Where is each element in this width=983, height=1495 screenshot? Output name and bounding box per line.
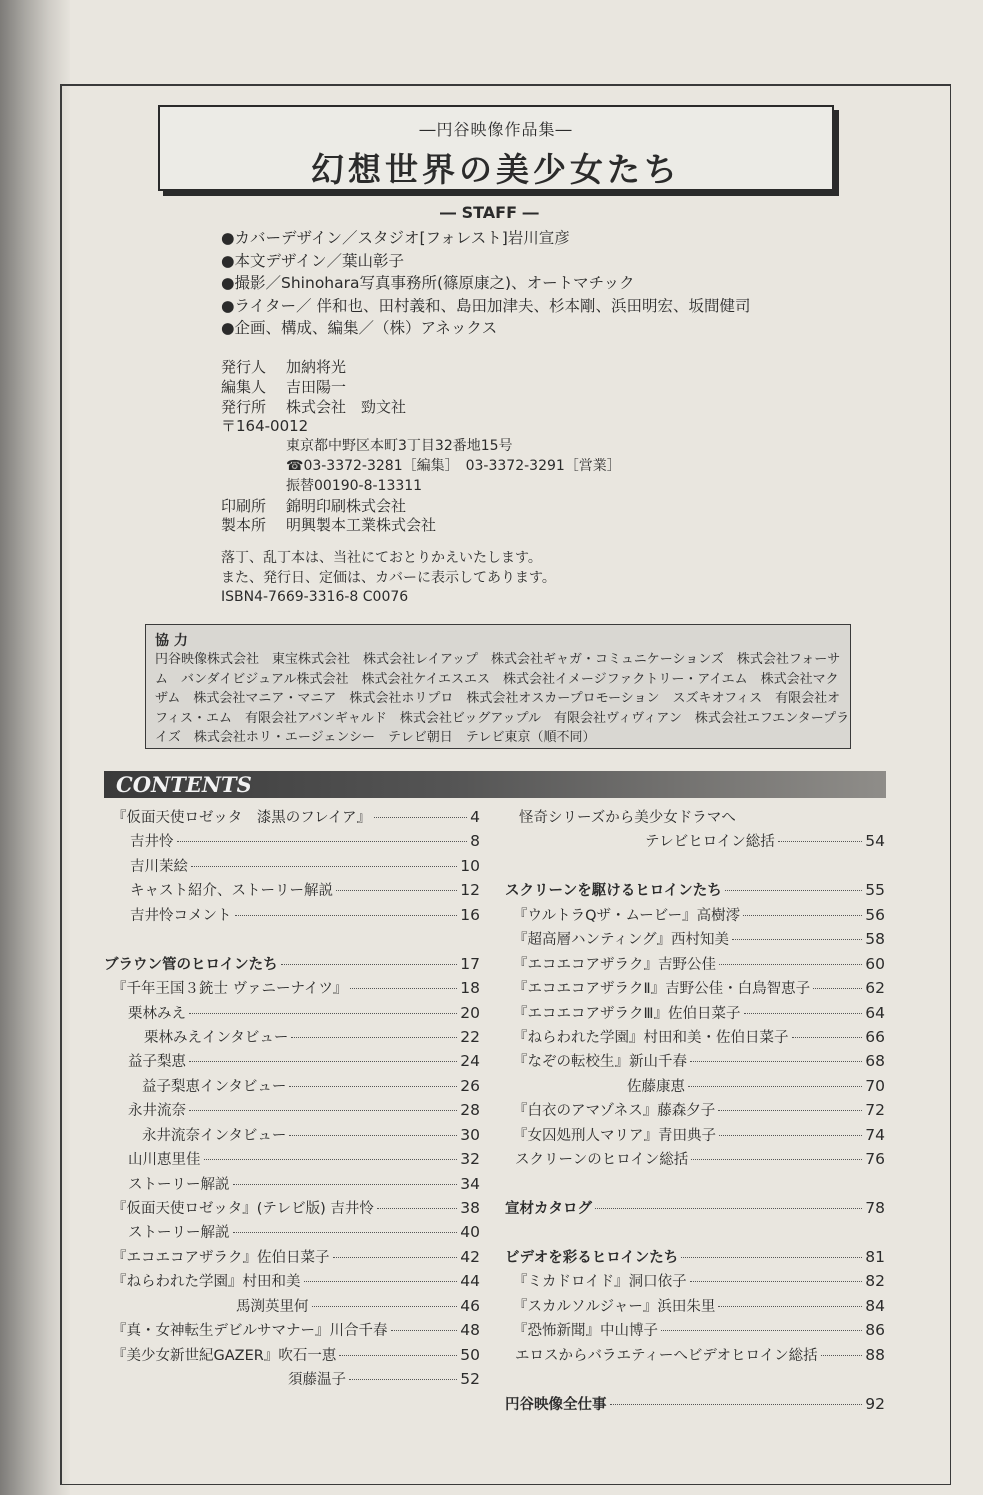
toc-page-number: 18 [460,979,480,998]
toc-leader-dots [610,1404,863,1405]
toc-leader-dots [304,1281,458,1282]
postal-code: 〒164-0012 [221,417,309,436]
toc-leader-dots [204,1159,458,1160]
toc-entry [505,953,885,977]
book-title: 幻想世界の美少女たち [311,150,681,189]
toc-entry-title: 益子梨恵 [128,1054,186,1071]
toc-entry [112,1002,480,1026]
toc-page-number: 54 [865,832,885,851]
toc-page-number: 82 [865,1272,885,1291]
toc-entry [505,904,885,928]
toc-page-number: 46 [460,1296,480,1315]
phone: ☎03-3372-3281［編集］ 03-3372-3291［営業］ [286,457,621,474]
address: 東京都中野区本町3丁目32番地15号 [286,438,513,455]
toc-entry-title: 栗林みえ [128,1005,186,1022]
note-line: 落丁、乱丁本は、当社にておとりかえいたします。 [221,550,542,566]
toc-right-column [505,806,885,1417]
cooperation-text: 円谷映像株式会社 東宝株式会社 株式会社レイアップ 株式会社ギャガ・コミュニケーションズ 株式会社フォーサム バンダイビジュアル株式会社 株式会社ケイエスエス 株式会社イメージファクトリー・アイエム 株式会社マクザム 株式会社マニア・マニア 株式会社ホリプロ 株式会社オスカープロモーション スズキオフィス 有限会社オフィス・エム 有限会社アバンギャルド 株式会社ビッグアップル 有限会社ヴィヴィアン 株式会社エフエンタープライズ 株式会社ホリ・エージェンシー テレビ朝日 テレビ東京（順不同） [155,652,850,746]
toc-entry [112,1124,480,1148]
staff-line: ●撮影／Shinohara写真事務所(篠原康之)、オートマチック [221,274,635,292]
toc-leader-dots [732,939,862,940]
toc-entry [112,879,480,903]
toc-entry-title: 吉井怜コメント [130,907,232,924]
toc-page-number: 92 [865,1394,885,1413]
publisher-name: 加納将光 [286,358,347,376]
toc-page-number: 52 [460,1370,480,1389]
toc-entry [505,806,885,830]
toc-section-heading [505,1393,885,1417]
toc-entry-title: 須藤温子 [288,1372,346,1389]
toc-entry-title: 『ねらわれた学園』村田和美・佐伯日菜子 [513,1029,789,1046]
toc-entry-title: 怪奇シリーズから美少女ドラマへ [519,810,736,826]
toc-leader-dots [281,964,458,965]
toc-leader-dots [339,1355,457,1356]
toc-page-number: 68 [865,1052,885,1071]
toc-leader-dots [719,964,862,965]
toc-entry-title: 『スカルソルジャー』浜田朱里 [513,1298,716,1315]
toc-entry [112,1197,480,1221]
toc-entry [505,1270,885,1294]
toc-leader-dots [744,1013,863,1014]
toc-entry-title: 吉川茉絵 [130,858,188,875]
toc-leader-dots [235,915,458,916]
toc-page-number: 4 [470,808,480,826]
toc-leader-dots [661,1330,862,1331]
publisher-row [221,358,621,378]
toc-page-number: 78 [865,1199,885,1217]
toc-page-number: 38 [460,1199,480,1217]
toc-leader-dots [690,1281,863,1282]
toc-page-number: 88 [865,1345,885,1364]
toc-entry [505,1124,885,1148]
toc-page-number: 56 [865,905,885,924]
toc-page-number: 70 [865,1076,885,1095]
toc-leader-dots [792,1037,863,1038]
contents-header [104,771,886,798]
office-label: 発行所 [221,397,267,416]
toc-entry [112,1368,480,1392]
toc-section-heading [505,1246,885,1270]
toc-entry-title: エロスからバラエティーへビデオヒロイン総括 [515,1347,818,1364]
toc-page-number: 60 [865,954,885,973]
editor-row [221,378,621,398]
staff-line: ●企画、構成、編集／（株）アネックス [221,319,498,337]
toc-entry-title: 永井流奈 [128,1103,186,1120]
toc-entry-title: 『仮面天使ロゼッタ』(テレビ版) 吉井怜 [112,1201,374,1217]
printer-row [221,497,621,517]
toc-entry [112,1050,480,1074]
staff-line: ●ライター／ 伴和也、田村義和、島田加津夫、杉本剛、浜田明宏、坂間健司 [221,296,751,315]
toc-leader-dots [377,1208,457,1209]
toc-leader-dots [690,1061,862,1062]
toc-entry [112,1173,480,1197]
toc-entry-title: 佐藤康恵 [627,1078,685,1095]
toc-page-number: 17 [460,954,480,973]
toc-page-number: 44 [460,1272,480,1291]
toc-entry-title: スクリーンを駆けるヒロインたち [505,883,722,900]
staff-line: ●本文デザイン／葉山彰子 [221,251,404,270]
editor-name: 吉田陽一 [286,377,347,396]
toc-entry [505,1319,885,1343]
toc-leader-dots [233,1184,458,1185]
toc-section-heading [505,879,885,903]
toc-leader-dots [189,1110,457,1111]
binder-label: 製本所 [221,516,267,535]
toc-entry [112,830,480,854]
toc-page-number: 50 [460,1345,480,1364]
toc-leader-dots [233,1232,458,1233]
toc-entry [505,1050,885,1074]
toc-left-column [104,806,480,1393]
toc-entry-title: 『エコエコアザラク』佐伯日菜子 [112,1249,330,1266]
toc-leader-dots [349,1379,457,1380]
toc-entry-title: 馬渕英里何 [236,1298,309,1315]
toc-page-number: 30 [460,1125,480,1144]
toc-entry [505,928,885,952]
toc-page-number: 42 [460,1247,480,1266]
toc-leader-dots [391,1330,458,1331]
toc-leader-dots [189,1061,457,1062]
staff-line: ●カバーデザイン／スタジオ[フォレスト]岩川宣彦 [221,229,570,247]
toc-leader-dots [743,915,862,916]
toc-page-number: 16 [460,905,480,924]
toc-entry-title: 『ミカドロイド』洞口依子 [513,1274,687,1291]
toc-entry-title: キャスト紹介、ストーリー解説 [130,883,333,900]
toc-page-number: 34 [460,1174,480,1193]
toc-leader-dots [718,1306,862,1307]
toc-leader-dots [719,1135,862,1136]
toc-leader-dots [312,1306,458,1307]
editor-label: 編集人 [221,377,267,396]
toc-leader-dots [177,841,468,842]
toc-spacer [112,928,480,952]
toc-page-number: 48 [460,1321,480,1340]
toc-entry-title: ストーリー解説 [128,1176,230,1193]
toc-entry [112,1319,480,1343]
toc-leader-dots [291,1037,457,1038]
toc-entry-title: テレビヒロイン総括 [645,834,775,851]
staff-heading: ― STAFF ― [440,203,539,222]
toc-entry-title: 益子梨恵インタビュー [142,1078,287,1095]
toc-leader-dots [681,1257,862,1258]
binder-name: 明興製本工業株式会社 [286,516,437,535]
toc-entry [112,977,480,1001]
toc-entry-title: 吉井怜 [130,834,174,851]
toc-entry-title: 円谷映像全仕事 [505,1396,607,1413]
toc-entry-title: 永井流奈インタビュー [142,1127,287,1144]
toc-entry [112,1148,480,1172]
toc-entry [112,806,480,830]
toc-section-heading [104,953,480,977]
toc-page-number: 40 [460,1223,480,1242]
toc-entry [505,1148,885,1172]
toc-entry-title: 山川恵里佳 [128,1152,201,1169]
contents-heading: CONTENTS [116,772,252,797]
cooperation-box [145,624,851,749]
toc-page-number: 12 [460,881,480,900]
toc-entry [505,1099,885,1123]
toc-page-number: 76 [865,1150,885,1169]
toc-page-number: 66 [865,1027,885,1046]
toc-leader-dots [289,1135,457,1136]
cooperation-title: 協 力 [155,633,188,649]
toc-entry [112,1295,480,1319]
toc-spacer [505,855,885,879]
toc-page-number: 86 [865,1321,885,1340]
toc-entry [112,1075,480,1099]
printer-name: 錦明印刷株式会社 [286,496,407,515]
toc-entry-title: スクリーンのヒロイン総括 [515,1152,689,1169]
toc-page-number: 62 [865,979,885,998]
toc-entry [112,1344,480,1368]
isbn: ISBN4-7669-3316-8 C0076 [221,589,409,605]
toc-leader-dots [336,890,457,891]
toc-spacer [505,1173,885,1197]
toc-entry [112,1026,480,1050]
toc-entry [505,1002,885,1026]
toc-page-number: 81 [865,1247,885,1266]
binder-row [221,516,621,536]
toc-entry-title: ビデオを彩るヒロインたち [505,1249,679,1266]
toc-entry [505,1295,885,1319]
toc-spacer [505,1221,885,1245]
toc-page-number: 22 [460,1027,480,1046]
toc-leader-dots [688,1086,862,1087]
office-name: 株式会社 勁文社 [286,397,407,416]
toc-entry-title: 『恐怖新聞』中山博子 [513,1323,658,1340]
toc-page-number: 84 [865,1296,885,1315]
toc-entry-title: 『なぞの転校生』新山千春 [513,1054,687,1071]
toc-entry [505,1344,885,1368]
toc-entry [505,830,885,854]
toc-entry-title: 『超高層ハンティング』西村知美 [513,932,730,949]
toc-leader-dots [821,1355,863,1356]
toc-leader-dots [333,1257,458,1258]
toc-section-heading [505,1197,885,1221]
publisher-label: 発行人 [221,358,267,376]
toc-entry-title: 『仮面天使ロゼッタ 漆黒のフレイア』 [112,810,371,826]
toc-entry-title: 『白衣のアマゾネス』藤森夕子 [513,1103,716,1120]
toc-leader-dots [813,988,862,989]
toc-page-number: 26 [460,1076,480,1095]
toc-entry-title: 『エコエコアザラクⅡ』吉野公佳・白鳥智恵子 [513,981,811,998]
toc-leader-dots [718,1110,862,1111]
toc-page-number: 28 [460,1101,480,1120]
toc-leader-dots [191,866,457,867]
toc-entry-title: 『美少女新世紀GAZER』吹石一恵 [112,1347,337,1364]
toc-entry-title: 『千年王国３銃士 ヴァニーナイツ』 [112,981,348,998]
publication-info [221,358,621,536]
toc-entry [112,855,480,879]
toc-entry [112,1099,480,1123]
toc-page-number: 20 [460,1003,480,1022]
toc-entry-title: 『ねらわれた学園』村田和美 [112,1274,301,1291]
toc-leader-dots [691,1159,862,1160]
toc-entry-title: 『エコエコアザラクⅢ』佐伯日菜子 [513,1005,741,1022]
toc-entry [112,904,480,928]
toc-entry [112,1221,480,1245]
title-box [158,105,834,191]
toc-leader-dots [778,841,862,842]
book-subtitle: ―円谷映像作品集― [419,120,573,139]
note-line: また、発行日、定価は、カバーに表示してあります。 [221,569,556,586]
toc-leader-dots [350,988,457,989]
toc-page-number: 32 [460,1150,480,1169]
toc-entry-title: 『女囚処刑人マリア』青田典子 [513,1127,716,1144]
toc-leader-dots [374,817,467,818]
toc-entry-title: 『エコエコアザラク』吉野公佳 [513,956,716,973]
toc-page-number: 64 [865,1003,885,1022]
toc-entry-title: 栗林みえインタビュー [144,1029,289,1046]
toc-entry [505,1026,885,1050]
transfer-account: 振替00190-8-13311 [286,477,423,494]
toc-page-number: 24 [460,1052,480,1071]
printer-label: 印刷所 [221,496,267,515]
toc-entry [112,1246,480,1270]
toc-page-number: 8 [470,832,480,851]
toc-page-number: 10 [460,856,480,875]
toc-entry [505,977,885,1001]
toc-entry [112,1270,480,1294]
notes [221,549,556,608]
toc-entry-title: 『真・女神転生デビルサマナー』川合千春 [112,1323,388,1340]
toc-entry-title: 宣材カタログ [505,1201,592,1217]
toc-spacer [505,1368,885,1392]
toc-entry [505,1075,885,1099]
toc-entry-title: 『ウルトラQザ・ムービー』高樹澪 [513,907,741,924]
toc-leader-dots [725,890,862,891]
office-row [221,398,621,418]
toc-leader-dots [289,1086,457,1087]
toc-page-number: 58 [865,930,885,949]
toc-page-number: 55 [865,881,885,900]
toc-leader-dots [189,1013,457,1014]
toc-page-number: 72 [865,1101,885,1120]
staff-list [221,227,751,340]
toc-entry-title: ストーリー解説 [128,1225,230,1242]
toc-entry-title: ブラウン管のヒロインたち [104,956,278,973]
toc-page-number: 74 [865,1125,885,1144]
toc-leader-dots [595,1208,862,1209]
